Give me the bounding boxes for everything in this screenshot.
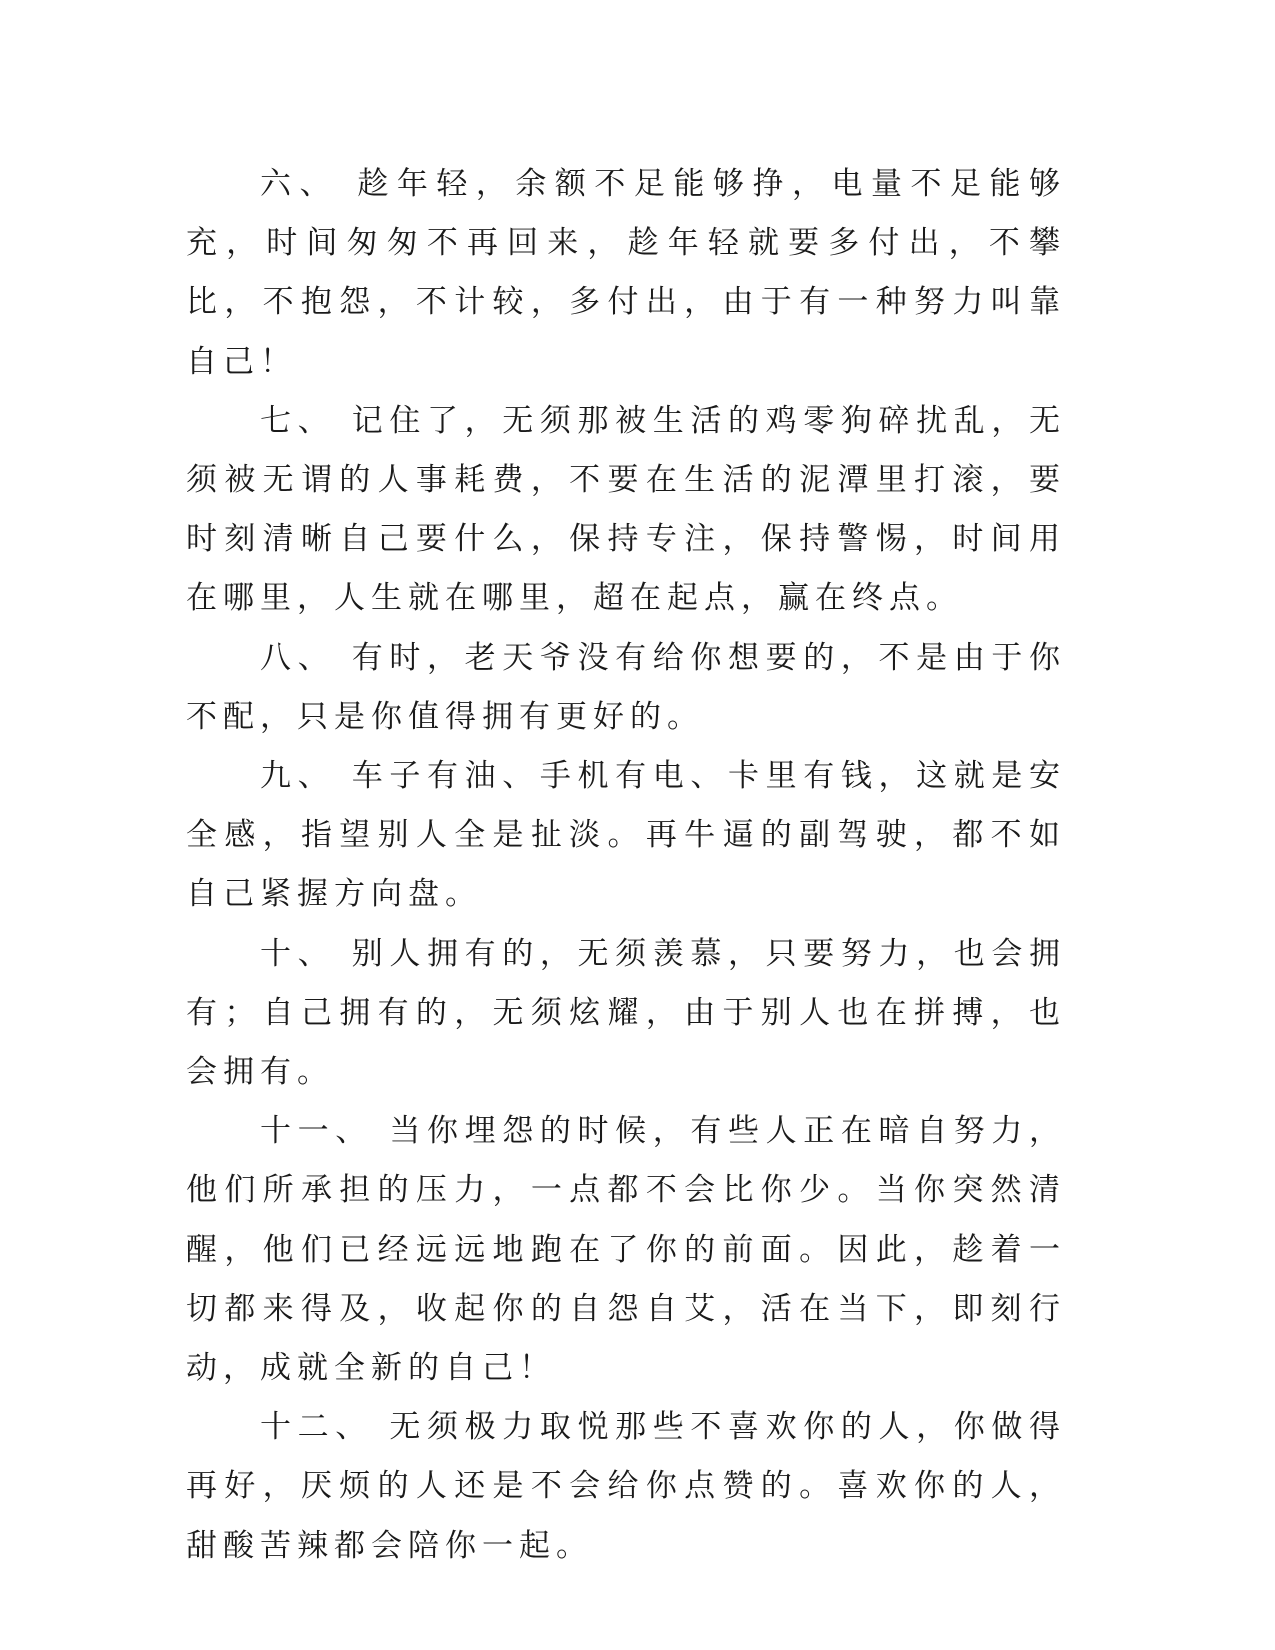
paragraph-8: 八、 有时，老天爷没有给你想要的，不是由于你不配，只是你值得拥有更好的。 bbox=[186, 639, 1066, 735]
document-body bbox=[186, 155, 1066, 1576]
paragraph-7: 七、 记住了，无须那被生活的鸡零狗碎扰乱，无须被无谓的人事耗费，不要在生活的泥潭里打滚，要时刻清晰自己要什么，保持专注，保持警惕，时间用在哪里，人生就在哪里，超在起点，赢在终点。 bbox=[186, 402, 1066, 617]
paragraph-10: 十、 别人拥有的，无须羡慕，只要努力，也会拥有；自己拥有的，无须炫耀，由于别人也在拼搏，也会拥有。 bbox=[186, 935, 1066, 1091]
paragraph-6: 六、 趁年轻，余额不足能够挣，电量不足能够充，时间匆匆不再回来，趁年轻就要多付出，不攀比，不抱怨，不计较，多付出，由于有一种努力叫靠自己！ bbox=[186, 166, 1066, 380]
paragraph-9: 九、 车子有油、手机有电、卡里有钱，这就是安全感，指望别人全是扯淡。再牛逼的副驾驶，都不如自己紧握方向盘。 bbox=[186, 758, 1066, 913]
paragraph-12: 十二、 无须极力取悦那些不喜欢你的人，你做得再好，厌烦的人还是不会给你点赞的。喜欢你的人，甜酸苦辣都会陪你一起。 bbox=[186, 1409, 1066, 1564]
paragraph-11: 十一、 当你埋怨的时候，有些人正在暗自努力，他们所承担的压力，一点都不会比你少。当你突然清醒，他们已经远远地跑在了你的前面。因此，趁着一切都来得及，收起你的自怨自艾，活在当下，即刻行动，成就全新的自己！ bbox=[186, 1113, 1066, 1387]
